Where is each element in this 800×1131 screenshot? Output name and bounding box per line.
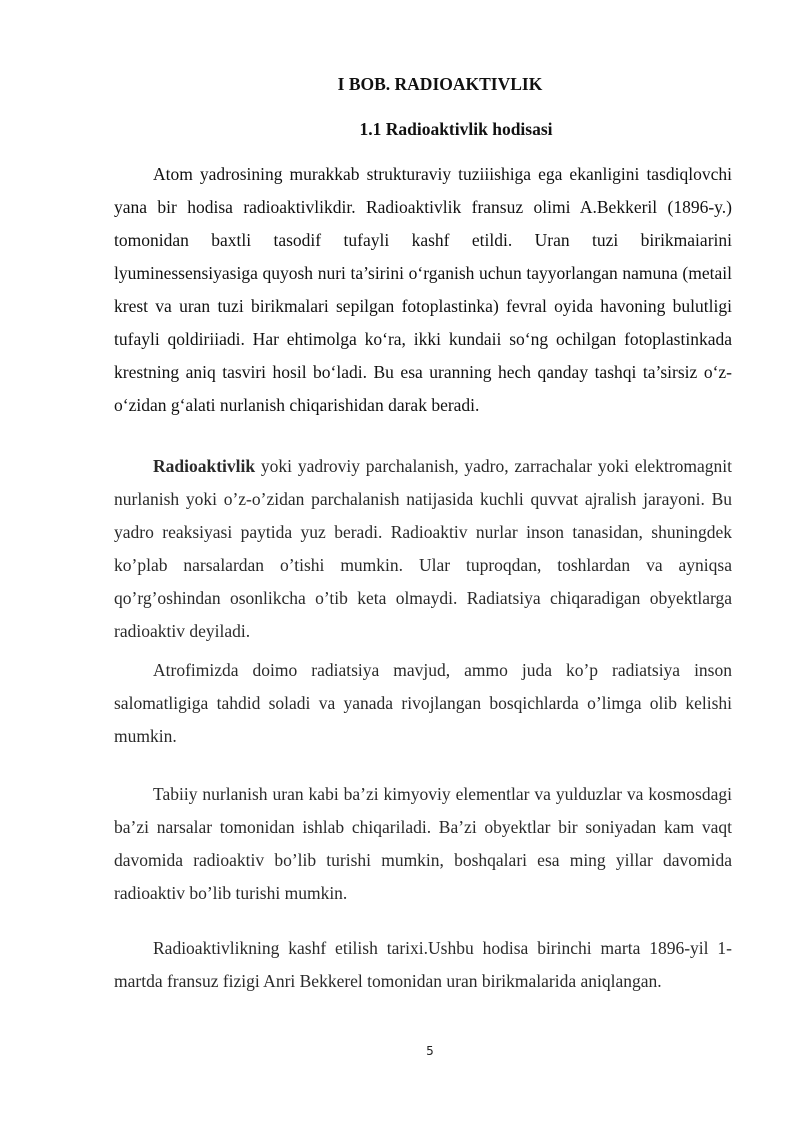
- paragraph-4: Tabiiy nurlanish uran kabi ba’zi kimyoviy elementlar va yulduzlar va kosmosdagi ba’zi narsalar tomonidan ishlab chiqariladi. Ba’zi obyektlar bir soniyadan kam vaqt davomida radioaktiv bo’lib turishi mumkin, boshqalari esa ming yillar davomida radioaktiv bo’lib turishi mumkin.: [114, 784, 732, 903]
- paragraph-5: Radioaktivlikning kashf etilish tarixi.Ushbu hodisa birinchi marta 1896-yil 1-martda fransuz fizigi Anri Bekkerel tomonidan uran birikmalarida aniqlangan.: [114, 938, 732, 991]
- radioaktivlik-term: Radioaktivlik: [153, 456, 256, 476]
- paragraph-2-text: yoki yadroviy parchalanish, yadro, zarrachalar yoki elektromagnit nurlanish yoki o’z-o’zidan parchalanish natijasida kuchli quvvat ajralish jarayoni. Bu yadro reaksiyasi paytida yuz beradi. Radioaktiv nurlar inson tanasidan, shuningdek ko’plab narsalardan o’tishi mumkin. Ular tuproqdan, toshlardan va ayniqsa qo’rg’oshindan osonlikcha o’tib keta olmaydi. Radiatsiya chiqaradigan obyektlarga radioaktiv deyiladi.: [114, 456, 732, 641]
- paragraph-3: Atrofimizda doimo radiatsiya mavjud, ammo juda ko’p radiatsiya inson salomatligiga tahdid soladi va yanada rivojlangan bosqichlarda o’limga olib kelishi mumkin.: [114, 660, 732, 746]
- page-number: 5: [426, 1044, 434, 1058]
- paragraph-1: Atom yadrosining murakkab strukturaviy tuziiishiga ega ekanligini tasdiqlovchi yana bir hodisa radioaktivlikdir. Radioaktivlik fransuz olimi A.Bekkeril (1896-y.) tomonidan baxtli tasodif tufayli kashf etildi. Uran tuzi birikmaiarini lyuminessensiyasiga quyosh nuri ta’sirini o‘rganish uchun tayyorlangan namuna (metail krest va uran tuzi birikmalari sepilgan fotoplastinka) fevral oyida havoning bulutligi tufayli qoldiriiadi. Har ehtimolga ko‘ra, ikki kundaii so‘ng ochilgan fotoplastinkada krestning aniq tasviri hosil bo‘ladi. Bu esa uranning hech qanday tashqi ta’sirsiz o‘z-o‘zidan g‘alati nurlanish chiqarishidan darak beradi.: [114, 164, 732, 415]
- paragraph-2: [114, 450, 732, 648]
- section-title: 1.1 Radioaktivlik hodisasi: [359, 119, 553, 139]
- chapter-title: I BOB. RADIOAKTIVLIK: [337, 74, 543, 94]
